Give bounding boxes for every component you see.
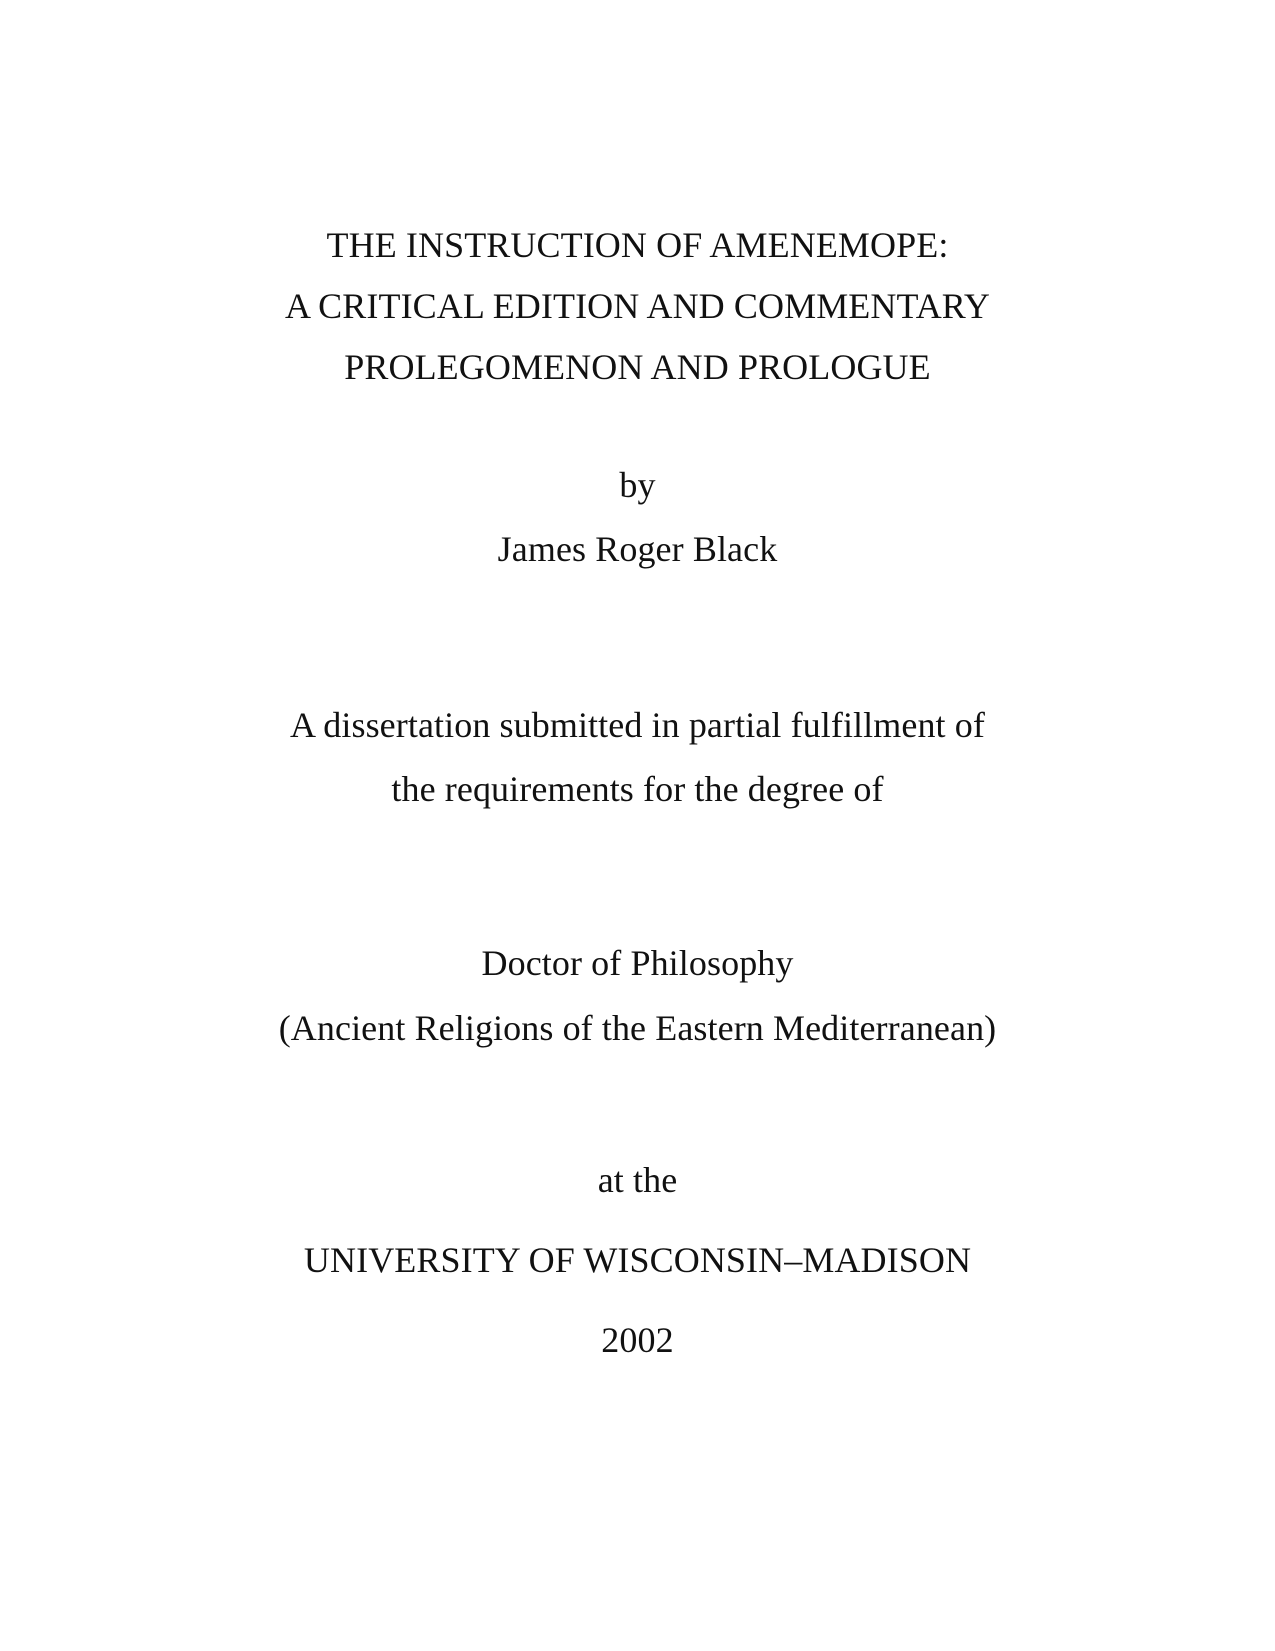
submission-line-2: the requirements for the degree of — [391, 769, 884, 809]
by-label: by — [619, 465, 656, 505]
at-the-label: at the — [597, 1160, 678, 1200]
author-name: James Roger Black — [497, 529, 778, 569]
title-line-1: THE INSTRUCTION OF AMENEMOPE: — [326, 225, 949, 265]
program: (Ancient Religions of the Eastern Mediterranean) — [278, 1008, 997, 1048]
year: 2002 — [601, 1320, 674, 1360]
title-line-2: A CRITICAL EDITION AND COMMENTARY — [284, 286, 991, 326]
degree: Doctor of Philosophy — [481, 943, 794, 983]
university: UNIVERSITY OF WISCONSIN–MADISON — [303, 1240, 972, 1280]
submission-line-1: A dissertation submitted in partial fulfillment of — [290, 705, 985, 745]
title-line-3: PROLEGOMENON AND PROLOGUE — [344, 347, 931, 387]
